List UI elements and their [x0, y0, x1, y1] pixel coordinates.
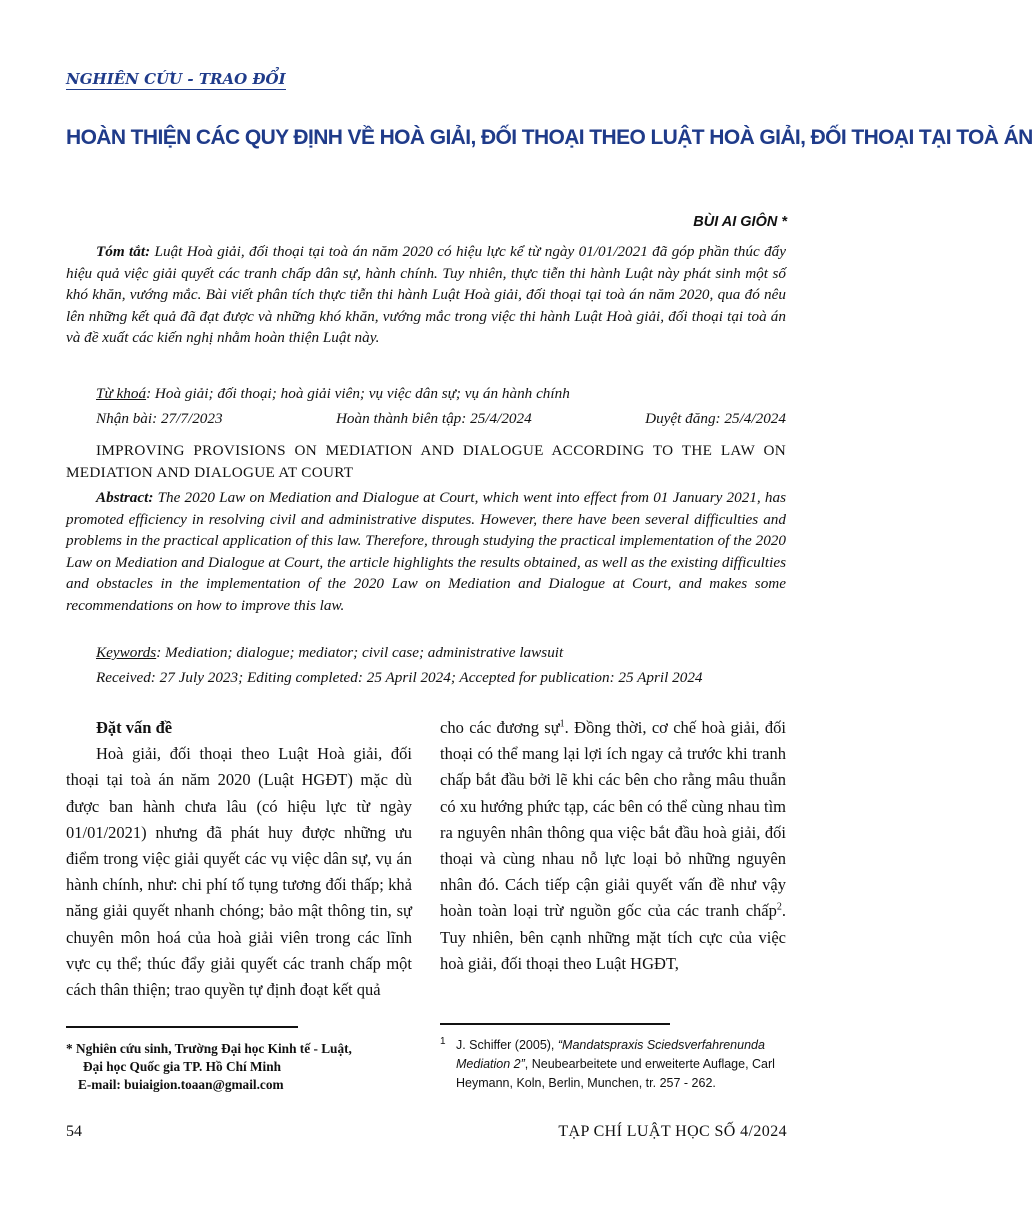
body-paragraph-right: [440, 715, 786, 977]
english-title: IMPROVING PROVISIONS ON MEDIATION AND DIALOGUE ACCORDING TO THE LAW ON MEDIATION AND DIALOGUE AT COURT: [66, 442, 786, 481]
en-abstract: [66, 487, 786, 616]
footnote-divider-right: [440, 1023, 670, 1025]
footnote-ref-1[interactable]: 1: [559, 718, 565, 730]
vi-abstract-text: Luật Hoà giải, đối thoại tại toà án năm 2020 có hiệu lực kể từ ngày 01/01/2021 đã góp phần thúc đẩy hiệu quả việc giải quyết các tranh chấp dân sự, hành chính. Tuy nhiên, thực tiễn thi hành Luật này phát sinh một số khó khăn, vướng mắc. Bài viết phân tích thực tiễn thi hành Luật Hoà giải, đối thoại tại toà án năm 2020, qua đó nêu lên những kết quả đã đạt được và những khó khăn, vướng mắc trong việc thi hành Luật Hoà giải, đối thoại tại toà án và đề xuất các kiến nghị nhằm hoàn thiện Luật này.: [66, 243, 787, 346]
vi-dates-row: [96, 410, 786, 428]
footnote-1-number: 1: [440, 1035, 446, 1047]
journal-name: TẠP CHÍ LUẬT HỌC SỐ 4/2024: [558, 1123, 787, 1140]
approved-date: Duyệt đăng: 25/4/2024: [645, 410, 786, 427]
footnote-1-title: “Mandatspraxis Sciedsverfahrenunda Mediation 2”: [456, 1038, 765, 1071]
edited-date: Hoàn thành biên tập: 25/4/2024: [335, 410, 532, 427]
body-text-part1: cho các đương sự: [440, 718, 560, 737]
author-affiliation-2: Đại học Quốc gia TP. Hồ Chí Minh: [83, 1059, 282, 1074]
en-keywords-label: Keywords: [96, 644, 157, 661]
footnote-ref-2[interactable]: 2: [776, 901, 782, 913]
author-name: BÙI AI GIÔN *: [693, 214, 787, 230]
vi-abstract: [66, 241, 786, 349]
en-keywords-text: : Mediation; dialogue; mediator; civil case; administrative lawsuit: [156, 644, 564, 661]
body-paragraph-left: Hoà giải, đối thoại theo Luật Hoà giải, đối thoại tại toà án năm 2020 (Luật HGĐT) mặc dù được ban hành chưa lâu (có hiệu lực từ ngày 01/01/2021) nhưng đã phát huy được những ưu điểm trong việc giải quyết các vụ việc dân sự, vụ án hành chính, như: chi phí tố tụng tương đối thấp; khả năng giải quyết nhanh chóng; bảo mật thông tin, sự chuyên môn hoá của hoà giải viên trong các lĩnh vực cụ thể; thúc đẩy giải quyết các tranh chấp một cách thân thiện; trao quyền tự định đoạt kết quả: [66, 744, 412, 1000]
author-affiliation-1: * Nghiên cứu sinh, Trường Đại học Kinh tế - Luật,: [66, 1041, 352, 1056]
author-email: E-mail: buiaigion.toaan@gmail.com: [78, 1077, 284, 1092]
page-number: 54: [66, 1123, 82, 1140]
en-keywords: [66, 642, 786, 664]
footnote-1-author: J. Schiffer (2005),: [455, 1038, 558, 1052]
vi-keywords-text: : Hoà giải; đối thoại; hoà giải viên; vụ việc dân sự; vụ án hành chính: [146, 385, 570, 402]
footnote-divider-left: [66, 1026, 298, 1028]
body-left-column: [66, 715, 412, 1003]
author-footnote: [66, 1040, 412, 1094]
footnote-1-rest: , Neubearbeitete und erweiterte Auflage, Carl Heymann, Koln, Berlin, Munchen, tr. 257 - 262.: [456, 1057, 775, 1090]
body-right-column: [440, 715, 786, 977]
en-dates: Received: 27 July 2023; Editing completed: 25 April 2024; Accepted for publication: 25 April 2024: [96, 669, 703, 686]
en-abstract-text: The 2020 Law on Mediation and Dialogue at Court, which went into effect from 01 January 2021, has promoted efficiency in resolving civil and administrative disputes. However, there have been several difficulties and problems in the practical application of this law. Therefore, through studying the practical implementation of the 2020 Law on Mediation and Dialogue at Court, the article highlights the results obtained, as well as the existing difficulties and obstacles in the implementation of the 2020 Law on Mediation and Dialogue at Court, and makes some recommendations on how to improve this law.: [66, 489, 786, 614]
body-text-part3: . Tuy nhiên, bên cạnh những mặt tích cực của việc hoà giải, đối thoại theo Luật HGĐT,: [440, 901, 786, 973]
vi-abstract-label: Tóm tắt:: [96, 243, 151, 260]
section-heading: Đặt vấn đề: [96, 718, 173, 737]
en-abstract-label: Abstract:: [96, 489, 154, 506]
vi-keywords-label: Từ khoá: [96, 385, 147, 402]
footnote-1: [440, 1036, 786, 1093]
article-title: HOÀN THIỆN CÁC QUY ĐỊNH VỀ HOÀ GIẢI, ĐỐI THOẠI THEO LUẬT HOÀ GIẢI, ĐỐI THOẠI TẠI TOÀ ÁN: [66, 126, 1033, 149]
received-date: Nhận bài: 27/7/2023: [96, 410, 223, 427]
section-label: NGHIÊN CỨU - TRAO ĐỔI: [66, 70, 286, 88]
vi-keywords: [66, 383, 786, 405]
body-text-part2: . Đồng thời, cơ chế hoà giải, đối thoại có thể mang lại lợi ích ngay cả trước khi tranh chấp bắt đầu bởi lẽ khi các bên cho rằng mâu thuẫn có xu hướng phức tạp, các bên có thể cùng nhau tìm ra nguyên nhân thông qua việc bắt đầu hoà giải, đối thoại và cùng nhau nỗ lực loại bỏ những nguyên nhân đó. Cách tiếp cận giải quyết vấn đề như vậy hoàn toàn loại trừ nguồn gốc của các tranh chấp: [440, 718, 787, 921]
